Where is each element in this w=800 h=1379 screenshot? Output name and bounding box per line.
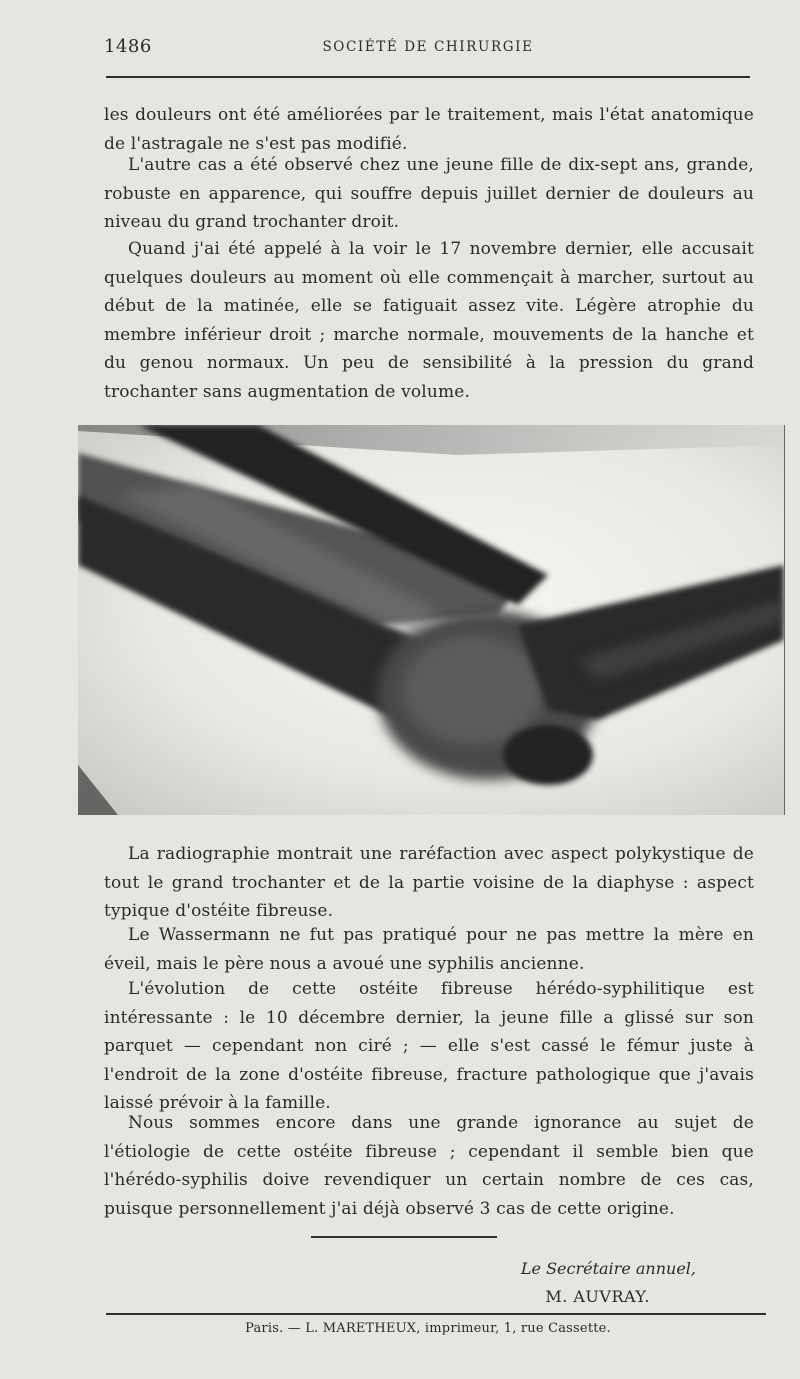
signature-name: M. AUVRAY.: [545, 1287, 650, 1306]
paragraph-2: L'autre cas a été observé chez une jeune fille de dix-sept ans, grande, robuste en apparence, qui souffre depuis juillet dernier de douleurs au niveau du grand trochanter droit.: [104, 155, 754, 233]
closing-rule: [311, 1236, 497, 1238]
signature-role: Le Secrétaire annuel,: [520, 1259, 696, 1278]
header-rule: [106, 76, 750, 78]
page-header: [104, 36, 752, 62]
paragraph-5: Le Wassermann ne fut pas pratiqué pour ne pas mettre la mère en éveil, mais le père nous a avoué une syphilis ancienne.: [104, 925, 754, 974]
page-number: 1486: [104, 36, 152, 57]
paragraph-4: La radiographie montrait une raréfaction avec aspect polykystique de tout le grand trochanter et de la partie voisine de la diaphyse : aspect typique d'ostéite fibreuse.: [104, 844, 754, 922]
paragraph-7: Nous sommes encore dans une grande ignorance au sujet de l'étiologie de cette ostéite fibreuse ; cependant il semble bien que l'hérédo-syphilis doive revendiquer un certain nombre de ces cas, puisque personnellement j'ai déjà observé 3 cas de cette origine.: [104, 1113, 754, 1219]
paragraph-1: les douleurs ont été améliorées par le traitement, mais l'état anatomique de l'astragale ne s'est pas modifié.: [104, 105, 754, 154]
radiograph-image: [78, 425, 784, 815]
signature-block: [420, 1255, 696, 1311]
radiograph-figure: [78, 425, 785, 815]
printer-imprint: Paris. — L. MARETHEUX, imprimeur, 1, rue Cassette.: [245, 1321, 611, 1336]
paragraph-6: L'évolution de cette ostéite fibreuse hérédo-syphilitique est intéressante : le 10 décembre dernier, la jeune fille a glissé sur son parquet — cependant non ciré ; — elle s'est cassé le fémur juste à l'endroit de la zone d'ostéite fibreuse, fracture pathologique que j'avais laissé prévoir à la famille.: [104, 979, 754, 1114]
paragraph-3: Quand j'ai été appelé à la voir le 17 novembre dernier, elle accusait quelques douleurs au moment où elle commençait à marcher, surtout au début de la matinée, elle se fatiguait assez vite. Légère atrophie du membre inférieur droit ; marche normale, mouvements de la hanche et du genou normaux. Un peu de sensibilité à la pression du grand trochanter sans augmentation de volume.: [104, 239, 754, 402]
running-head: SOCIÉTÉ DE CHIRURGIE: [322, 39, 534, 55]
footer-rule: [106, 1313, 766, 1315]
